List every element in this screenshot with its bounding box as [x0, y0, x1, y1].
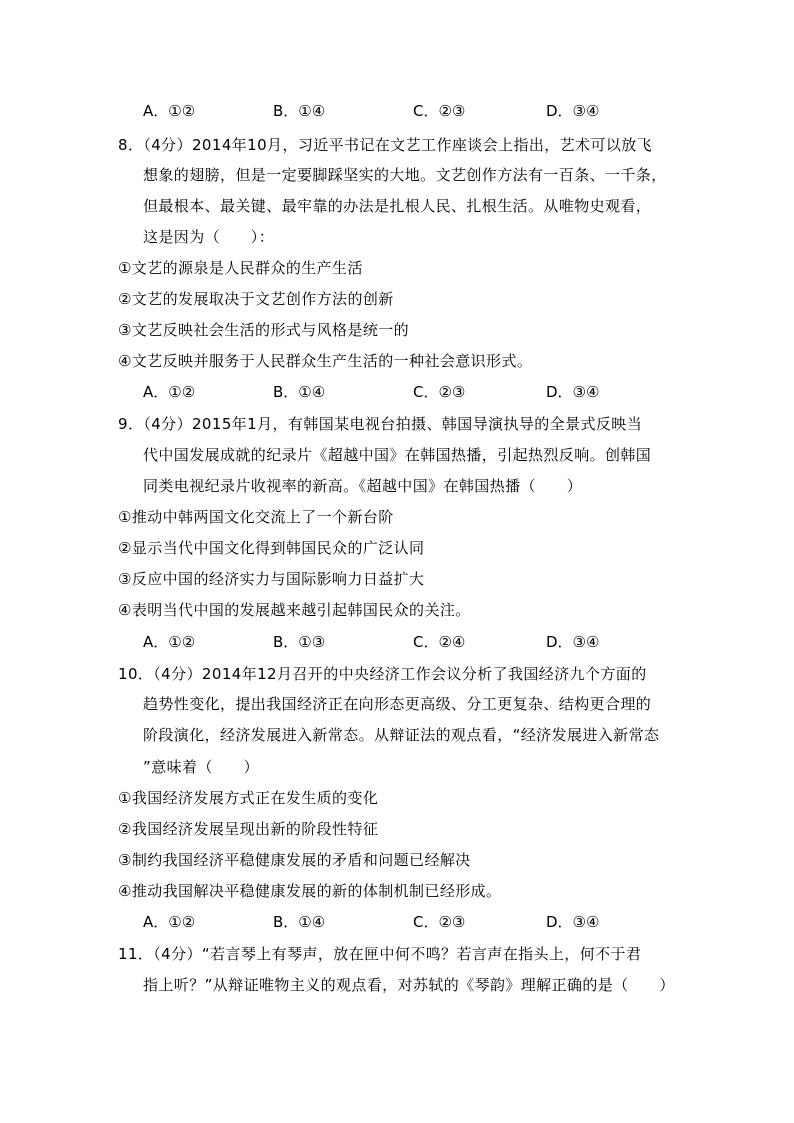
question-8-stem-line-2: 想象的翅膀，但是一定要脚踩坚实的大地。文艺创作方法有一百条、一千条，: [143, 166, 667, 184]
option-a[interactable]: A．①②: [143, 913, 196, 931]
option-d[interactable]: D．③④: [546, 102, 600, 120]
option-b[interactable]: B．①④: [273, 913, 326, 931]
question-9-statement-2: ②显示当代中国文化得到韩国民众的广泛认同: [118, 539, 425, 557]
options-row-prev: [0, 101, 794, 121]
question-8-stem-line-1: 8．（4分）2014年10月，习近平书记在文艺工作座谈会上指出，艺术可以放飞: [118, 136, 653, 154]
question-9-options: [0, 632, 794, 652]
question-10-stem-line-2: 趋势性变化，提出我国经济正在向形态更高级、分工更复杂、结构更合理的: [143, 695, 652, 713]
option-c[interactable]: C．②③: [413, 913, 466, 931]
question-8-statement-3: ③文艺反映社会生活的形式与风格是统一的: [118, 321, 410, 339]
question-8-statement-2: ②文艺的发展取决于文艺创作方法的创新: [118, 290, 394, 308]
option-a[interactable]: A．①②: [143, 102, 196, 120]
question-9-statement-4: ④表明当代中国的发展越来越引起韩国民众的关注。: [118, 601, 471, 619]
question-11-stem-line-2: 指上听？”从辩证唯物主义的观点看，对苏轼的《琴韵》理解正确的是（ ）: [143, 976, 675, 994]
option-c[interactable]: C．②③: [413, 383, 466, 401]
question-9-stem-line-3: 同类电视纪录片收视率的新高。《超越中国》在韩国热播（ ）: [143, 477, 583, 495]
option-c[interactable]: C．②③: [413, 102, 466, 120]
question-9-stem-line-1: 9．（4分）2015年1月，有韩国某电视台拍摄、韩国导演执导的全景式反映当: [118, 415, 643, 433]
question-10-statement-3: ③制约我国经济平稳健康发展的矛盾和问题已经解决: [118, 851, 471, 869]
question-9-statement-3: ③反应中国的经济实力与国际影响力日益扩大: [118, 570, 425, 588]
option-a[interactable]: A．①②: [143, 633, 196, 651]
option-b[interactable]: B．①④: [273, 102, 326, 120]
option-a[interactable]: A．①②: [143, 383, 196, 401]
question-9-statement-1: ①推动中韩两国文化交流上了一个新台阶: [118, 508, 394, 526]
option-b[interactable]: B．①③: [273, 633, 326, 651]
option-d[interactable]: D．③④: [546, 633, 600, 651]
question-10-options: [0, 912, 794, 932]
option-d[interactable]: D．③④: [546, 383, 600, 401]
question-8-options: [0, 382, 794, 402]
question-8-statement-4: ④文艺反映并服务于人民群众生产生活的一种社会意识形式。: [118, 352, 533, 370]
question-10-statement-4: ④推动我国解决平稳健康发展的新的体制机制已经形成。: [118, 882, 502, 900]
question-8-stem-line-4: 这是因为（ ）：: [143, 228, 275, 246]
question-10-stem-line-4: ”意味着（ ）: [143, 758, 259, 776]
question-10-statement-1: ①我国经济发展方式正在发生质的变化: [118, 789, 379, 807]
question-10-stem-line-1: 10．（4分）2014年12月召开的中央经济工作会议分析了我国经济九个方面的: [118, 665, 647, 683]
option-b[interactable]: B．①④: [273, 383, 326, 401]
question-11-stem-line-1: 11．（4分）“若言琴上有琴声，放在匣中何不鸣？若言声在指头上，何不于君: [118, 945, 642, 963]
option-c[interactable]: C．②④: [413, 633, 466, 651]
question-9-stem-line-2: 代中国发展成就的纪录片《超越中国》在韩国热播，引起热烈反响。创韩国: [143, 446, 652, 464]
question-8-stem-line-3: 但最根本、最关键、最牢靠的办法是扎根人民、扎根生活。从唯物史观看，: [143, 197, 652, 215]
question-10-statement-2: ②我国经济发展呈现出新的阶段性特征: [118, 820, 379, 838]
question-10-stem-line-3: 阶段演化，经济发展进入新常态。从辩证法的观点看，“经济发展进入新常态: [143, 726, 660, 744]
option-d[interactable]: D．③④: [546, 913, 600, 931]
question-8-statement-1: ①文艺的源泉是人民群众的生产生活: [118, 259, 363, 277]
